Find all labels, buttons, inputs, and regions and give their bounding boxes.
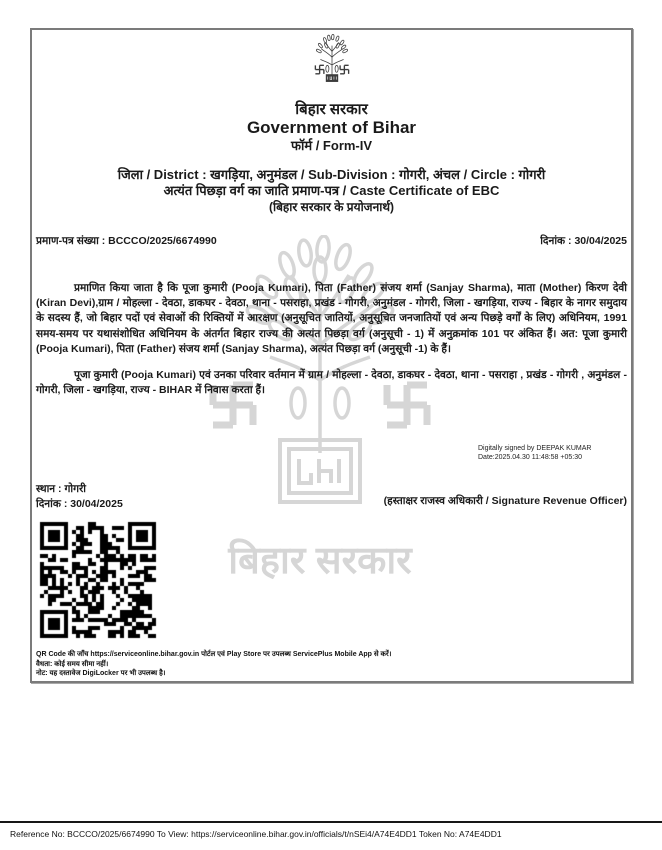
- certificate-paragraph-2: पूजा कुमारी (Pooja Kumari) एवं उनका परिवार वर्तमान में ग्राम / मोहल्ला - देवठा, डाकघर - देवठा, थाना - पसराहा , प्रखंड - गोगरी , अनुमंडल - गोगरी, जिला - खगड़िया, राज्य - BIHAR में निवास करता हैं।: [36, 369, 627, 397]
- certificate-paragraph-1: प्रमाणित किया जाता है कि पूजा कुमारी (Pooja Kumari), पिता (Father) संजय शर्मा (Sanjay Sharma), माता (Mother) किरण देवी (Kiran Devi),ग्राम / मोहल्ला - देवठा, डाकघर - देवठा, थाना - पसराहा, प्रखंड - गोगरी, अनुमंडल - गोगरी, जिला - खगड़िया, राज्य - बिहार के नागर समुदाय के सदस्य हैं, जो बिहार पदों एवं सेवाओं की रिक्तियों में आरक्षण (अनुसूचित जातियों, अनुसूचित जनजातियों एवं अन्य पिछड़े वर्गों के लिए) अधिनियम, 1991 समय-समय पर यथासंशोधित अधिनियम के अंतर्गत बिहार राज्य की अत्यंत पिछड़ा वर्ग (अनुसूची - 1) में अनुक्रमांक 101 पर अंकित हैं। अत: पूजा कुमारी (Pooja Kumari), पिता (Father) संजय शर्मा (Sanjay Sharma), अत्यंत पिछड़ा वर्ग (अनुसूची -1) के हैं।: [36, 282, 627, 355]
- note-digilocker: नोट: यह दस्तावेज DigiLocker पर भी उपलब्ध है।: [36, 670, 166, 677]
- purpose-line: (बिहार सरकार के प्रयोजनार्थ): [268, 200, 395, 214]
- qr-code: [35, 517, 162, 644]
- certificate-title: अत्यंत पिछड़ा वर्ग का जाति प्रमाण-पत्र / Caste Certificate of EBC: [163, 183, 500, 198]
- place-label: स्थान : गोगरी: [36, 483, 87, 495]
- swastika-icon: [340, 65, 349, 74]
- signature-date-label: दिनांक : 30/04/2025: [36, 498, 123, 510]
- certificate-border-box: [30, 28, 633, 683]
- bihar-emblem-logo-icon: [303, 34, 361, 92]
- revenue-officer-signature-line: (हस्ताक्षर राजस्व अधिकारी / Signature Revenue Officer): [383, 495, 627, 507]
- org-name-english: Government of Bihar: [246, 118, 417, 137]
- issue-date: दिनांक : 30/04/2025: [540, 235, 627, 247]
- footer-reference-line: Reference No: BCCCO/2025/6674990 To View: https://serviceonline.bihar.gov.in/officials/t/nSEi4/A74E4DD1 Token No: A74E4DD1: [10, 829, 502, 839]
- note-validity: वैधता: कोई समय सीमा नहीं।: [36, 660, 109, 668]
- swastika-icon: [315, 65, 324, 74]
- certificate-meta-row: [32, 234, 631, 248]
- district-subdivision-circle-line: जिला / District : खगड़िया, अनुमंडल / Sub-Division : गोगरी, अंचल / Circle : गोगरी: [117, 167, 546, 182]
- footer-divider: [0, 821, 662, 823]
- watermark-text: बिहार सरकार: [228, 540, 412, 582]
- note-qr-verification: QR Code की जाँच https://serviceonline.bihar.gov.in पोर्टल एवं Play Store पर उपलब्ध ServicePlus Mobile App से करें।: [36, 651, 392, 658]
- place-date-block: [36, 482, 123, 512]
- org-name-hindi: बिहार सरकार: [295, 101, 368, 118]
- certificate-notes: [36, 650, 391, 679]
- certificate-header: [32, 34, 631, 215]
- digital-signature-signer: Digitally signed by DEEPAK KUMAR: [478, 445, 592, 452]
- form-number-line: फॉर्म / Form-IV: [290, 138, 373, 153]
- digital-signature-stamp: [478, 445, 591, 462]
- emblem-plaque: [280, 440, 360, 502]
- emblem-plaque: [325, 74, 337, 82]
- digital-signature-date: Date:2025.04.30 11:48:58 +05:30: [478, 453, 582, 461]
- certificate-number: प्रमाण-पत्र संख्या : BCCCO/2025/6674990: [36, 235, 217, 247]
